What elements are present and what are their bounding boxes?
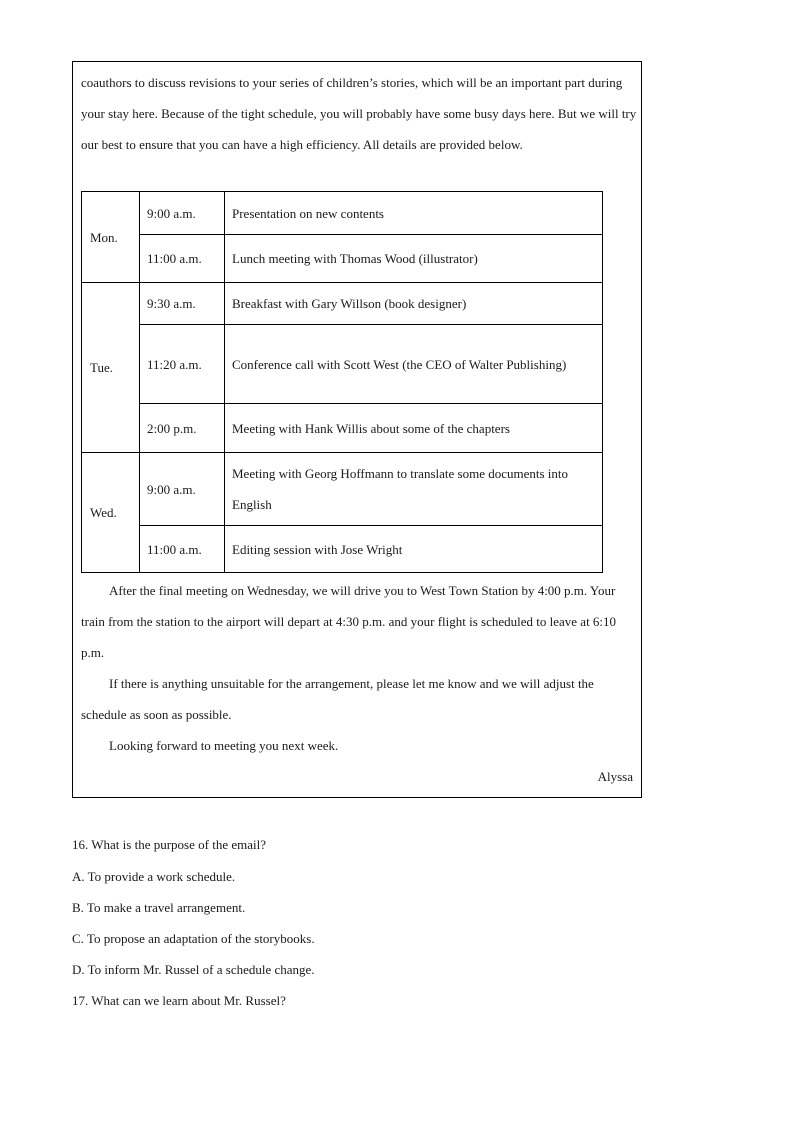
option-b: B. To make a travel arrangement. bbox=[72, 900, 246, 915]
closing-line: Looking forward to meeting you next week. bbox=[109, 738, 339, 753]
option-a: A. To provide a work schedule. bbox=[72, 869, 236, 884]
option-c: C. To propose an adaptation of the storybooks. bbox=[72, 931, 315, 946]
question-17: 17. What can we learn about Mr. Russel? bbox=[72, 993, 286, 1008]
time-cell: 9:00 a.m. bbox=[140, 453, 225, 526]
activity-cell: Meeting with Georg Hoffmann to translate some documents into English bbox=[225, 453, 603, 526]
day-cell-tue: Tue. bbox=[82, 283, 140, 453]
activity-cell: Meeting with Hank Willis about some of the chapters bbox=[225, 404, 603, 453]
day-cell-mon: Mon. bbox=[82, 192, 140, 283]
activity-cell: Presentation on new contents bbox=[225, 192, 603, 235]
schedule-table bbox=[81, 191, 603, 573]
time-cell: 2:00 p.m. bbox=[140, 404, 225, 453]
table-row bbox=[82, 283, 603, 325]
time-cell: 9:30 a.m. bbox=[140, 283, 225, 325]
table-row bbox=[82, 325, 603, 404]
email-intro: coauthors to discuss revisions to your series of children’s stories, which will be an important part during your stay here. Because of the tight schedule, you will probably have some busy days here. But we will try our best to ensure that you can have a high efficiency. All details are provided below. bbox=[81, 75, 637, 152]
time-cell: 11:20 a.m. bbox=[140, 325, 225, 404]
activity-cell: Breakfast with Gary Willson (book designer) bbox=[225, 283, 603, 325]
table-row bbox=[82, 192, 603, 235]
table-row bbox=[82, 235, 603, 283]
email-box bbox=[72, 61, 642, 798]
table-row bbox=[82, 453, 603, 526]
table-row bbox=[82, 404, 603, 453]
time-cell: 11:00 a.m. bbox=[140, 235, 225, 283]
table-row bbox=[82, 526, 603, 573]
time-cell: 9:00 a.m. bbox=[140, 192, 225, 235]
question-16: 16. What is the purpose of the email? bbox=[72, 837, 266, 852]
activity-cell: Editing session with Jose Wright bbox=[225, 526, 603, 573]
time-cell: 11:00 a.m. bbox=[140, 526, 225, 573]
activity-cell: Lunch meeting with Thomas Wood (illustrator) bbox=[225, 235, 603, 283]
signature: Alyssa bbox=[597, 769, 633, 784]
unsuitable-paragraph: If there is anything unsuitable for the arrangement, please let me know and we will adjust the schedule as soon as possible. bbox=[81, 676, 594, 722]
option-d: D. To inform Mr. Russel of a schedule change. bbox=[72, 962, 315, 977]
day-cell-wed: Wed. bbox=[82, 453, 140, 573]
after-meeting-paragraph: After the final meeting on Wednesday, we will drive you to West Town Station by 4:00 p.m. Your train from the station to the airport will depart at 4:30 p.m. and your flight is scheduled to leave at 6:10 p.m. bbox=[81, 583, 617, 660]
activity-cell: Conference call with Scott West (the CEO of Walter Publishing) bbox=[225, 325, 603, 404]
